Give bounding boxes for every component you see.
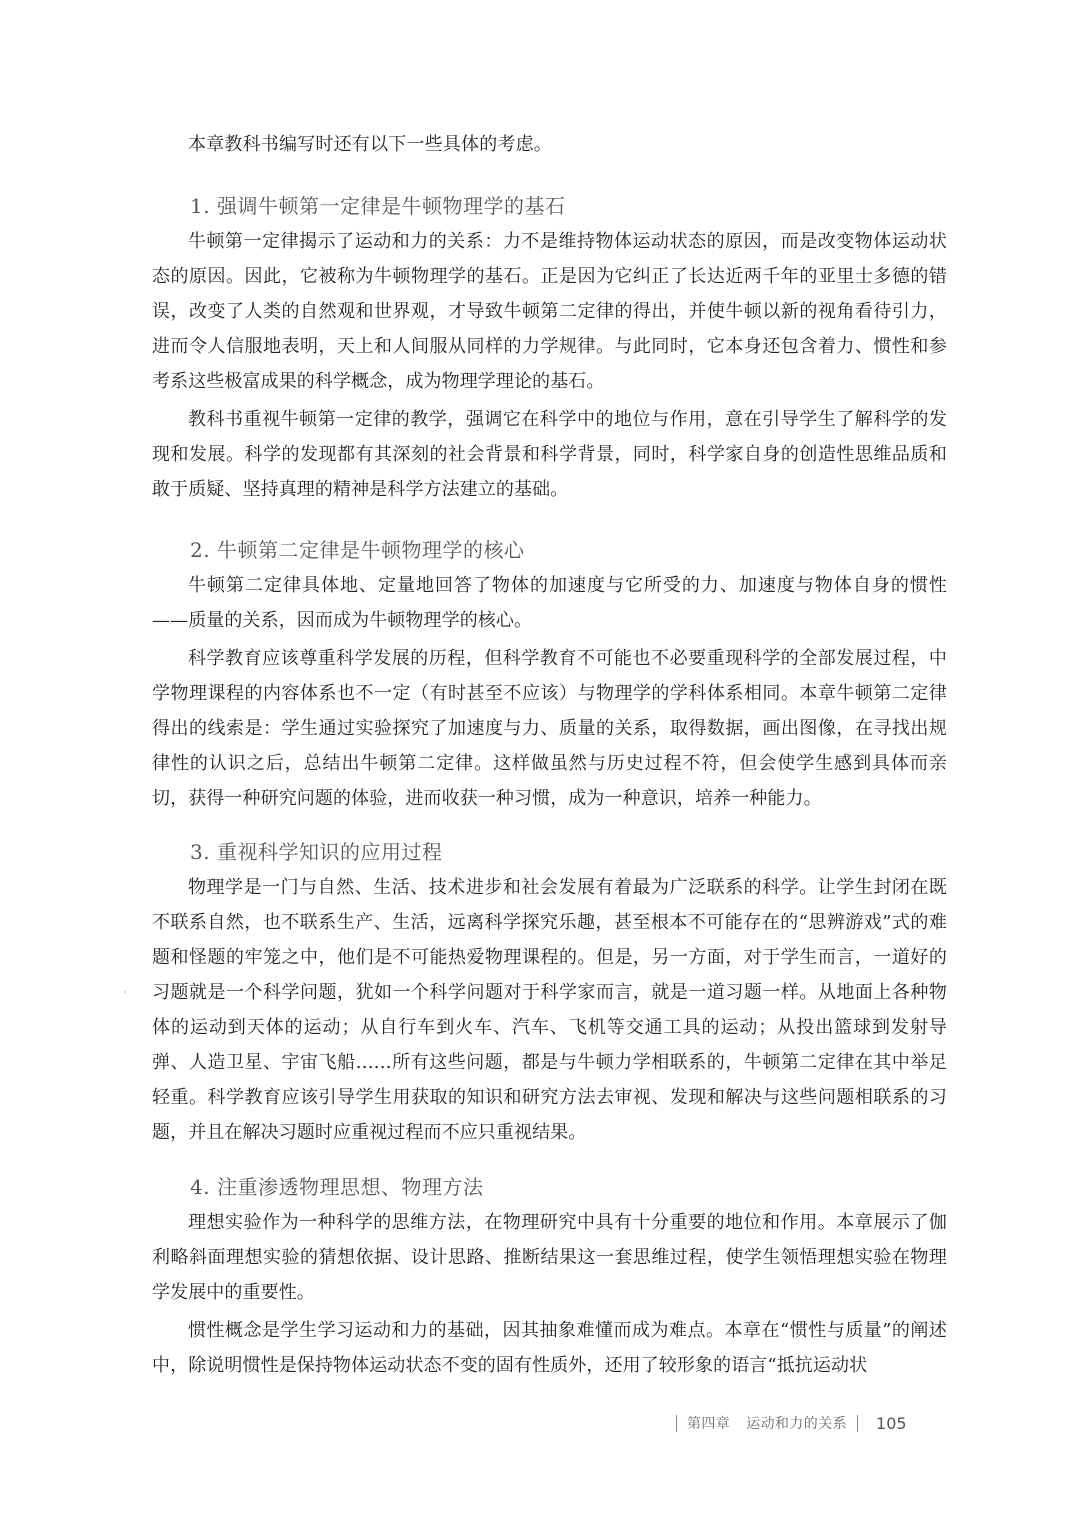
intro-paragraph: 本章教科书编写时还有以下一些具体的考虑。 xyxy=(188,134,552,155)
footer-chapter: 第四章 xyxy=(687,1416,731,1432)
section-3-heading: 3. 重视科学知识的应用过程 xyxy=(190,840,443,864)
section-1-heading: 1. 强调牛顿第一定律是牛顿物理学的基石 xyxy=(190,194,566,218)
page-footer xyxy=(676,1411,907,1435)
section-3 xyxy=(152,834,947,1150)
section-2-paragraph-2: 科学教育应该尊重科学发展的历程，但科学教育不可能也不必要重现科学的全部发展过程，中学物理课程的内容体系也不一定（有时甚至不应该）与物理学的学科体系相同。本章牛顿第二定律得出的线索是：学生通过实验探究了加速度与力、质量的关系，取得数据，画出图像，在寻找出规律性的认识之后，总结出牛顿第二定律。这样做虽然与历史过程不符，但会使学生感到具体而亲切，获得一种研究问题的体验，进而收获一种习惯，成为一种意识，培养一种能力。 xyxy=(152,648,947,809)
section-4-paragraph-2: 惯性概念是学生学习运动和力的基础，因其抽象难懂而成为难点。本章在“惯性与质量”的阐述中，除说明惯性是保持物体运动状态不变的固有性质外，还用了较形象的语言“抵抗运动状 xyxy=(152,1320,947,1376)
page-content xyxy=(152,126,947,1376)
footer-divider-right xyxy=(857,1415,858,1432)
section-2-heading: 2. 牛顿第二定律是牛顿物理学的核心 xyxy=(190,538,525,562)
footer-divider-left xyxy=(676,1415,677,1432)
section-1-paragraph-2: 教科书重视牛顿第一定律的教学，强调它在科学中的地位与作用，意在引导学生了解科学的发现和发展。科学的发现都有其深刻的社会背景和科学背景，同时，科学家自身的创造性思维品质和敢于质疑、坚持真理的精神是科学方法建立的基础。 xyxy=(152,409,947,500)
scan-speck xyxy=(124,991,126,993)
section-1-paragraph-1: 牛顿第一定律揭示了运动和力的关系：力不是维持物体运动状态的原因，而是改变物体运动状态的原因。因此，它被称为牛顿物理学的基石。正是因为它纠正了长达近两千年的亚里士多德的错误，改变了人类的自然观和世界观，才导致牛顿第二定律的得出，并使牛顿以新的视角看待引力，进而令人信服地表明，天上和人间服从同样的力学规律。与此同时，它本身还包含着力、惯性和参考系这些极富成果的科学概念，成为物理学理论的基石。 xyxy=(152,231,947,392)
page-number: 105 xyxy=(876,1413,907,1433)
footer-chapter-title: 运动和力的关系 xyxy=(746,1416,848,1432)
section-2 xyxy=(152,532,947,816)
section-4 xyxy=(152,1169,947,1383)
section-1 xyxy=(152,188,947,507)
section-4-heading: 4. 注重渗透物理思想、物理方法 xyxy=(190,1175,484,1199)
section-3-paragraph-1: 物理学是一门与自然、生活、技术进步和社会发展有着最为广泛联系的科学。让学生封闭在既不联系自然，也不联系生产、生活，远离科学探究乐趣，甚至根本不可能存在的“思辨游戏”式的难题和怪题的牢笼之中，他们是不可能热爱物理课程的。但是，另一方面，对于学生而言，一道好的习题就是一个科学问题，犹如一个科学问题对于科学家而言，就是一道习题一样。从地面上各种物体的运动到天体的运动；从自行车到火车、汽车、飞机等交通工具的运动；从投出篮球到发射导弹、人造卫星、宇宙飞船……所有这些问题，都是与牛顿力学相联系的，牛顿第二定律在其中举足轻重。科学教育应该引导学生用获取的知识和研究方法去审视、发现和解决与这些问题相联系的习题，并且在解决习题时应重视过程而不应只重视结果。 xyxy=(152,877,947,1143)
section-2-paragraph-1: 牛顿第二定律具体地、定量地回答了物体的加速度与它所受的力、加速度与物体自身的惯性——质量的关系，因而成为牛顿物理学的核心。 xyxy=(152,575,947,631)
section-4-paragraph-1: 理想实验作为一种科学的思维方法，在物理研究中具有十分重要的地位和作用。本章展示了伽利略斜面理想实验的猜想依据、设计思路、推断结果这一套思维过程，使学生领悟理想实验在物理学发展中的重要性。 xyxy=(152,1212,947,1303)
